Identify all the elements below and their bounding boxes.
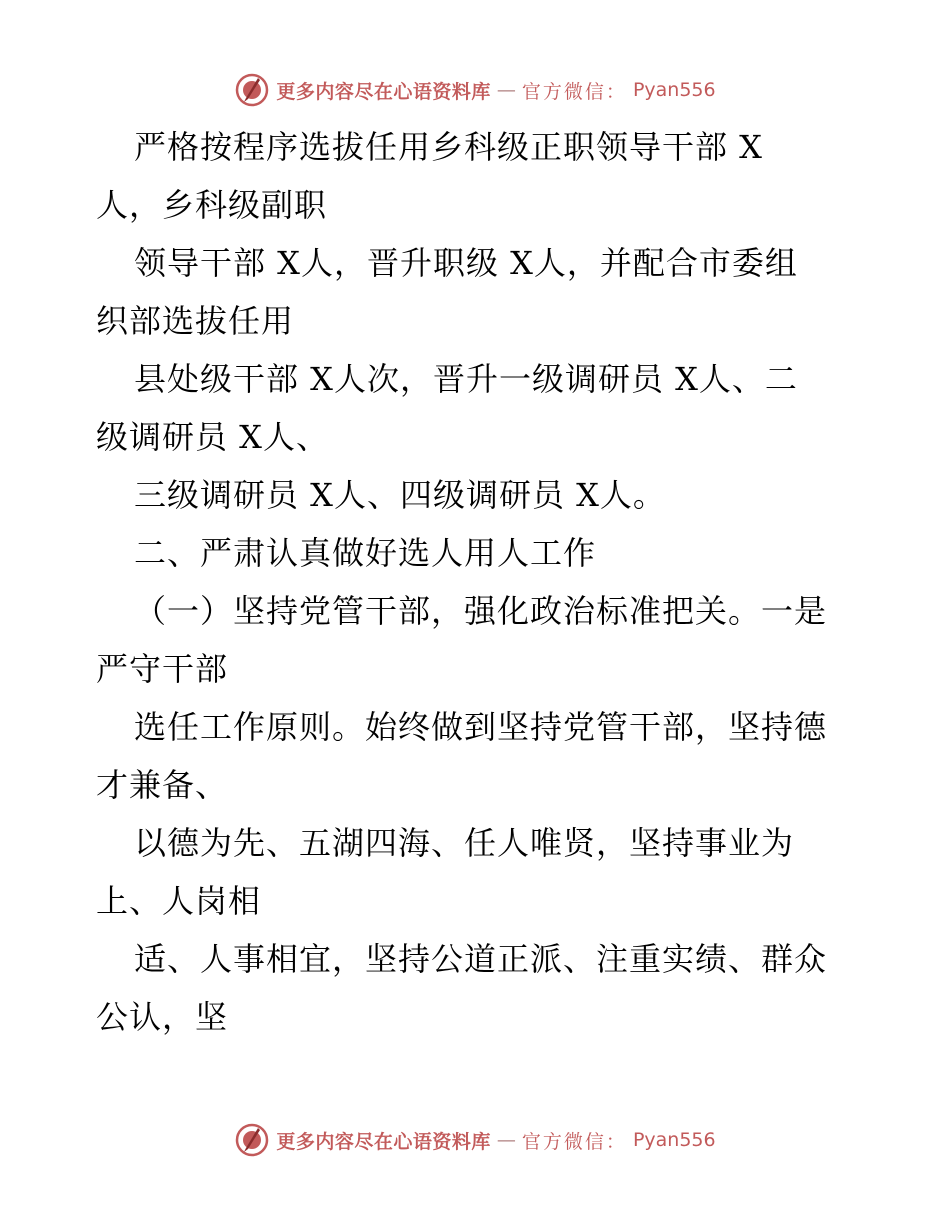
header-brand-text: 更多内容尽在心语资料库 [276,80,491,103]
text-line: 织部选拔任用 [96,302,295,340]
text-line: 人，乡科级副职 [96,186,328,224]
text-line: 适、人事相宜，坚持公道正派、注重实绩、群众 [134,940,828,978]
text-line: 三级调研员 X人、四级调研员 X人。 [134,476,666,514]
footer-watermark [0,1120,950,1160]
text-line: 县处级干部 X人次，晋升一级调研员 X人、二 [134,360,798,398]
text-line: 选任工作原则。始终做到坚持党管干部，坚持德 [134,708,828,746]
header-watermark [0,70,950,110]
text-line: 公认，坚 [96,998,229,1036]
text-line: 级调研员 X人、 [96,418,329,456]
section-heading: 二、严肃认真做好选人用人工作 [134,534,597,572]
text-line: 领导干部 X人，晋升职级 X人，并配合市委组 [134,244,798,282]
footer-wechat-id: Pyan556 [632,1129,716,1151]
text-line: 才兼备、 [96,766,229,804]
text-line: 严格按程序选拔任用乡科级正职领导干部 X [134,128,763,166]
pen-logo-icon [234,1122,270,1158]
footer-brand-text: 更多内容尽在心语资料库 [276,1130,491,1153]
footer-wechat-label: 官方微信： [521,1130,627,1153]
header-dash: — [496,79,516,101]
header-wechat-label: 官方微信： [521,80,627,103]
text-line: 以德为先、五湖四海、任人唯贤，坚持事业为 [134,824,795,862]
document-body [96,118,856,1046]
text-line: 严守干部 [96,650,229,688]
header-wechat-id: Pyan556 [632,79,716,101]
pen-logo-icon [234,72,270,108]
text-line: 上、人岗相 [96,882,262,920]
footer-dash: — [496,1129,516,1151]
text-line: （一）坚持党管干部，强化政治标准把关。一是 [134,592,828,630]
